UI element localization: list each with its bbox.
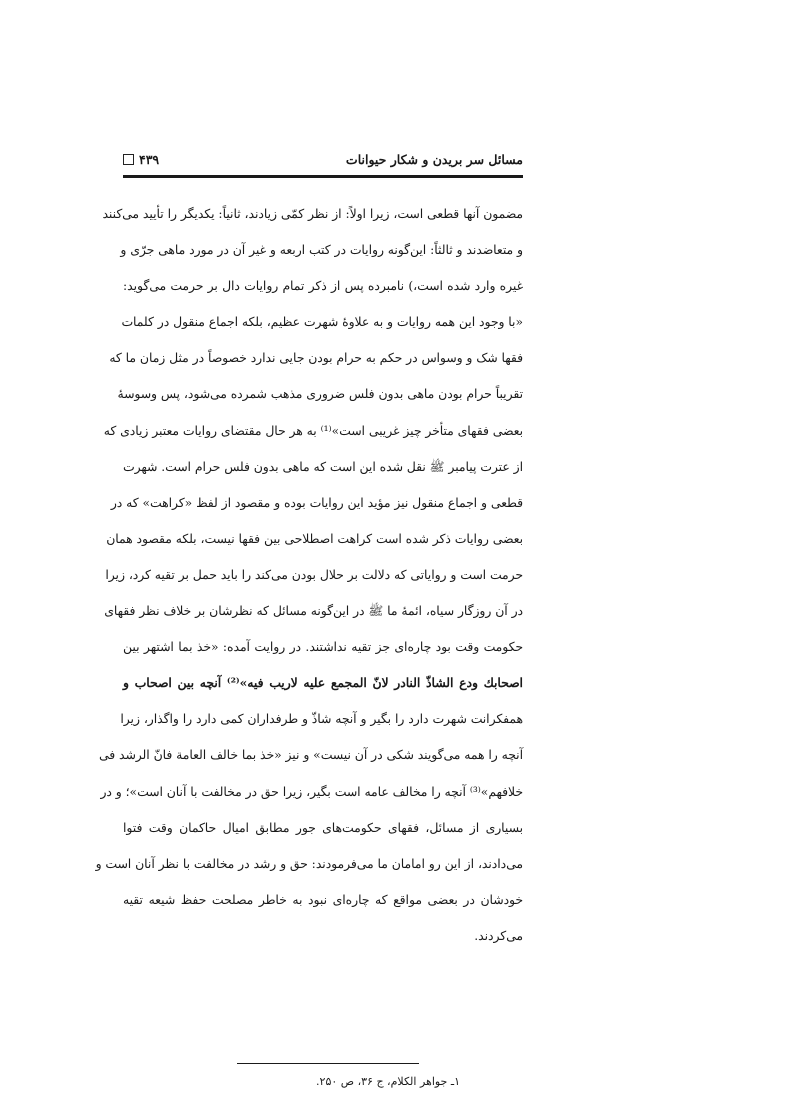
header-rule — [123, 175, 523, 178]
text-line: «با وجود این همه روایات و به علاوهٔ شهرت عظیم، بلکه اجماع منقول در کلمات — [121, 315, 523, 330]
text-line: فقها شک و وسواس در حکم به حرام بودن جایی ندارد خصوصاً در مثل زمان ما که — [109, 351, 523, 366]
text-line: آنچه را همه می‌گویند شکی در آن نیست» و نیز «خذ بما خالف العامة فانّ الرشد فی — [98, 748, 523, 763]
text-line: مضمون آنها قطعی است، زیرا اولاً: از نظر کمّی زیادند، ثانیاً: یکدیگر را تأیید می‌کنند — [102, 207, 523, 221]
text-line: حکومت وقت بود چاره‌ای جز تقیه نداشتند. در روایت آمده: «خذ بما اشتهر بین — [123, 640, 523, 655]
text-line: حرمت است و روایاتی که دلالت بر حلال بودن می‌کند را باید حمل بر تقیه کرد، زیرا — [105, 567, 523, 582]
text-line: از عترت پیامبر ﷺ نقل شده این است که ماهی بدون فلس حرام است. شهرت — [123, 459, 523, 474]
text-line: بعضی روایات ذکر شده است کراهت اصطلاحی بین فقها نیست، بلکه مقصود همان — [106, 531, 523, 546]
footnote-rule — [237, 1063, 419, 1064]
text-line-last: می‌کردند. — [474, 928, 523, 943]
footnote: ۱ـ جواهر الکلام، ج ۳۶، ص ۲۵۰. — [316, 1075, 460, 1088]
text-line: خلافهم»⁽³⁾ آنچه را مخالف عامه است بگیر، زیرا حق در مخالفت با آنان است»؛ و در — [100, 784, 523, 799]
text-line: تقریباً حرام بودن ماهی بدون فلس ضروری مذهب شمرده می‌شود، پس وسوسهٔ — [117, 387, 523, 402]
text-line: غیره وارد شده است،) نامبرده پس از ذکر تمام روایات دال بر حرمت می‌گوید: — [123, 279, 523, 294]
text-line: در آن روزگار سیاه، ائمهٔ ما ﷺ در این‌گونه مسائل که نظرشان بر خلاف نظر فقهای — [104, 604, 523, 619]
text-line: بسیاری از مسائل، فقهای حکومت‌های جور مطابق امیال حاکمان وقت فتوا — [123, 820, 523, 835]
text-line: قطعی و اجماع منقول نیز مؤید این روایات بوده و مقصود از لفظ «کراهت» که در — [110, 495, 523, 510]
body-text — [95, 196, 523, 954]
text-line-bold: اصحابك ودع الشاذّ النادر لانّ المجمع علیه لاریب فیه»⁽²⁾ آنچه بین اصحاب و — [123, 675, 523, 691]
text-line: می‌دادند، از این رو امامان ما می‌فرمودند: حق و رشد در مخالفت با نظر آنان است و — [95, 856, 523, 871]
square-ornament-icon — [123, 154, 134, 165]
running-title: مسائل سر بریدن و شکار حیوانات — [345, 152, 523, 167]
text-line: همفکرانت شهرت دارد را بگیر و آنچه شاذّ و طرفداران کمی دارد را واگذار، زیرا — [120, 712, 523, 727]
text-line: خودشان در بعضی مواقع که چاره‌ای نبود به خاطر مصلحت حفظ شیعه تقیه — [123, 892, 523, 907]
text-line: و متعاضدند و ثالثاً: این‌گونه روایات در کتب اربعه و غیر آن در مورد ماهی جرّی و — [120, 243, 523, 258]
page-number: ۴۳۹ — [139, 152, 160, 167]
page-header — [123, 150, 523, 172]
text-line: بعضی فقهای متأخر چیز غریبی است»⁽¹⁾ به هر حال مقتضای روایات معتبر زیادی که — [103, 423, 523, 438]
page-number-group — [123, 152, 159, 167]
